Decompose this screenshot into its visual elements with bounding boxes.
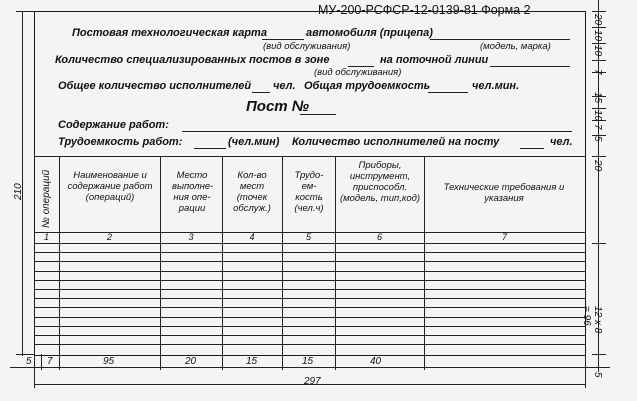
- total-labor-label: Общая трудоемкость: [304, 80, 431, 92]
- col-num-7: 7: [501, 232, 507, 242]
- post-title: Пост №: [246, 98, 309, 115]
- dim-left-height: 210: [13, 183, 24, 200]
- dim-bottom-total: 297: [304, 376, 321, 387]
- flow-line-label: на поточной линии: [380, 54, 489, 66]
- col-header-5: Трудо-ем-кость (чел.ч): [294, 170, 324, 214]
- dim-bottom-col3: 20: [185, 356, 197, 367]
- dim-right-4: 7: [592, 69, 603, 75]
- dim-right-11: 5: [592, 372, 603, 378]
- dim-bottom-col6: 40: [370, 356, 382, 367]
- work-content-label: Содержание работ:: [58, 119, 169, 131]
- dim-tick: [592, 27, 606, 28]
- table-row-line: [34, 335, 585, 336]
- dim-tick: [592, 156, 606, 157]
- dim-tick: [592, 243, 606, 244]
- model-hint: (модель, марка): [480, 41, 551, 52]
- col-num-1: 1: [43, 232, 49, 242]
- table-row-line: [34, 271, 585, 272]
- dim-right-3: 10: [592, 45, 603, 57]
- table-row-line: [34, 326, 585, 327]
- col-header-3: Место выполне-ния опе-рации: [172, 170, 214, 214]
- col-header-7: Технические требования и указания: [443, 182, 565, 204]
- table-row-line: [34, 307, 585, 308]
- dim-right-9: 20: [592, 160, 603, 172]
- posts-count-label: Количество специализированных постов в зоне: [55, 54, 330, 66]
- col-header-2: Наименование и содержание работ (операций): [67, 170, 153, 203]
- table-row-line: [34, 344, 585, 345]
- post-executors-label: Количество исполнителей на посту: [292, 136, 500, 148]
- col-header-4: Кол-во мест (точек обслуж.): [233, 170, 271, 214]
- total-labor-unit: чел.мин.: [472, 80, 520, 92]
- table-row-line: [34, 317, 585, 318]
- dim-right-10: 12 x 8 = 96: [581, 306, 603, 334]
- dim-tick: [592, 11, 606, 12]
- dim-right-6: 10: [592, 110, 603, 122]
- dim-right-1: 20: [592, 14, 603, 26]
- service-type-hint-2: (вид обслуживания): [314, 67, 402, 78]
- service-type-hint: (вид обслуживания): [263, 41, 351, 52]
- col-num-3: 3: [188, 232, 194, 242]
- col-header-6: Приборы, инструмент, приспособл. (модель, тип,код): [339, 160, 421, 204]
- col-num-6: 6: [376, 232, 382, 242]
- labor-label: Трудоемкость работ:: [58, 136, 183, 148]
- dim-bottom-col5: 15: [302, 356, 314, 367]
- dim-bottom-margin: 5: [26, 356, 32, 367]
- card-title-label: Постовая технологическая карта: [72, 27, 267, 39]
- dim-right-2: 10: [592, 30, 603, 42]
- table-row-line: [34, 298, 585, 299]
- vehicle-label: автомобиля (прицепа): [306, 27, 433, 39]
- dim-right-5: 15: [592, 92, 603, 104]
- dim-tick: [592, 43, 606, 44]
- labor-unit: (чел.мин): [228, 136, 280, 148]
- post-executors-unit: чел.: [550, 136, 573, 148]
- dim-right-7: 7: [592, 124, 603, 130]
- table-row-line: [34, 261, 585, 262]
- table-row-line: [34, 280, 585, 281]
- col-num-5: 5: [305, 232, 311, 242]
- table-row-line: [34, 289, 585, 290]
- executors-unit: чел.: [273, 80, 296, 92]
- col-num-2: 2: [106, 232, 112, 242]
- dim-tick: [592, 60, 606, 61]
- doc-code: МУ-200-РСФСР-12-0139-81 Форма 2: [318, 3, 531, 17]
- col-header-1: № операций: [41, 169, 52, 228]
- col-num-4: 4: [249, 232, 255, 242]
- dim-tick: [592, 108, 606, 109]
- dim-bottom-col4: 15: [246, 356, 258, 367]
- dim-bottom-col2: 95: [103, 356, 115, 367]
- dim-tick: [592, 354, 606, 355]
- dim-bottom-col1: 7: [47, 356, 53, 367]
- dim-right-8: 5: [592, 136, 603, 142]
- table-row-line: [34, 252, 585, 253]
- total-executors-label: Общее количество исполнителей: [58, 80, 252, 92]
